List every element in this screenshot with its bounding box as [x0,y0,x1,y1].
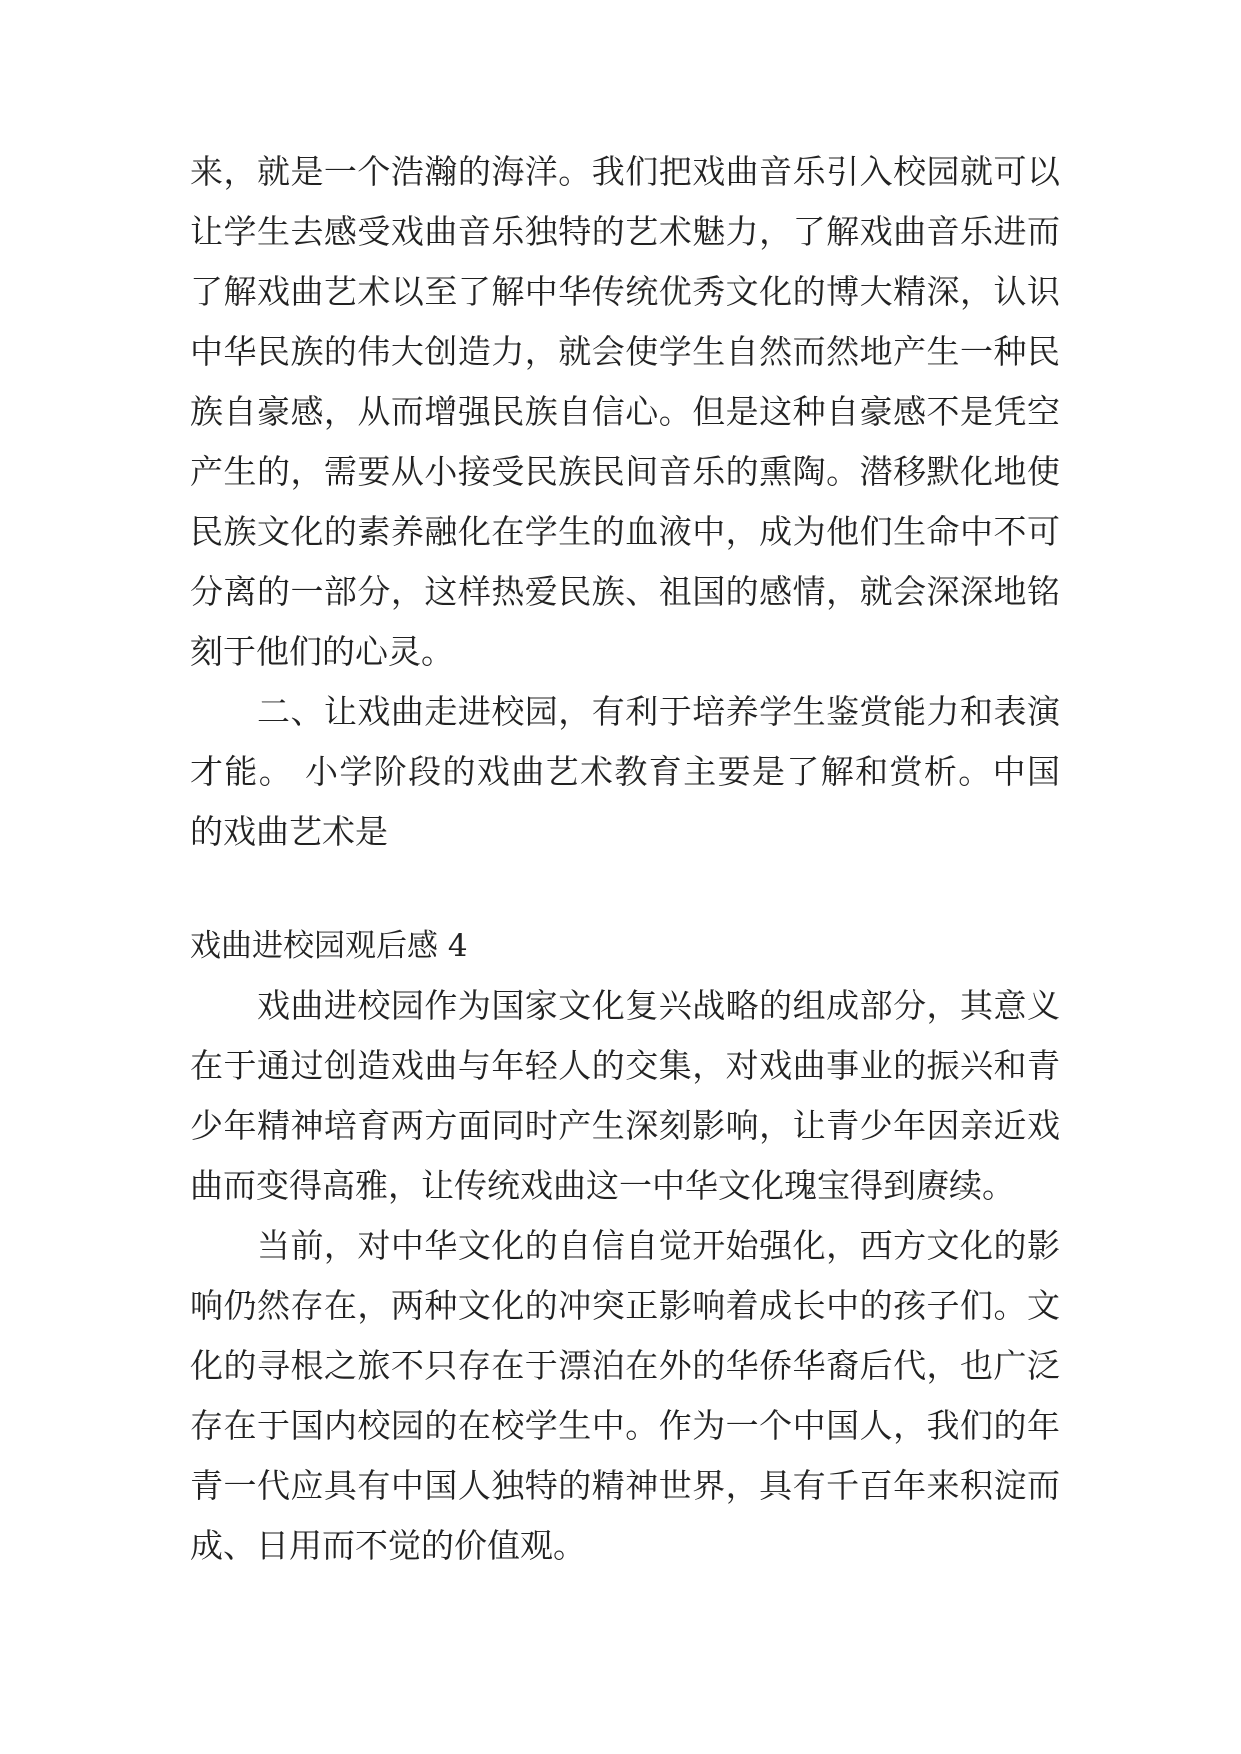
paragraph-line: 曲而变得高雅，让传统戏曲这一中华文化瑰宝得到赓续。 [190,1166,1015,1205]
paragraph-line: 刻于他们的心灵。 [190,632,454,671]
paragraph-line: 当前，对中华文化的自信自觉开始强化，西方文化的影 [190,1226,1060,1265]
paragraph-line: 少年精神培育两方面同时产生深刻影响，让青少年因亲近戏 [190,1106,1060,1145]
paragraph-line: 青一代应具有中国人独特的精神世界，具有千百年来积淀而 [190,1466,1060,1505]
paragraph-line: 分离的一部分，这样热爱民族、祖国的感情，就会深深地铭 [190,572,1060,611]
paragraph-line: 来，就是一个浩瀚的海洋。我们把戏曲音乐引入校园就可以 [190,152,1060,191]
section-heading: 戏曲进校园观后感 4 [190,928,468,964]
paragraph-line: 的戏曲艺术是 [190,812,388,851]
paragraph-line: 产生的，需要从小接受民族民间音乐的熏陶。潜移默化地使 [190,452,1060,491]
paragraph-line: 族自豪感，从而增强民族自信心。但是这种自豪感不是凭空 [190,392,1060,431]
paragraph-line: 中华民族的伟大创造力，就会使学生自然而然地产生一种民 [190,332,1060,371]
paragraph-line: 让学生去感受戏曲音乐独特的艺术魅力，了解戏曲音乐进而 [190,212,1060,251]
paragraph-line: 成、日用而不觉的价值观。 [190,1526,586,1565]
paragraph-line: 存在于国内校园的在校学生中。作为一个中国人，我们的年 [190,1406,1060,1445]
paragraph-line: 二、让戏曲走进校园，有利于培养学生鉴赏能力和表演 [190,692,1060,731]
paragraph-line: 才能。 小学阶段的戏曲艺术教育主要是了解和赏析。中国 [190,752,1060,791]
paragraph-line: 化的寻根之旅不只存在于漂泊在外的华侨华裔后代，也广泛 [190,1346,1060,1385]
paragraph-line: 响仍然存在，两种文化的冲突正影响着成长中的孩子们。文 [190,1286,1060,1325]
paragraph-line: 在于通过创造戏曲与年轻人的交集，对戏曲事业的振兴和青 [190,1046,1060,1085]
paragraph-line: 了解戏曲艺术以至了解中华传统优秀文化的博大精深，认识 [190,272,1060,311]
paragraph-line: 民族文化的素养融化在学生的血液中，成为他们生命中不可 [190,512,1060,551]
paragraph-line: 戏曲进校园作为国家文化复兴战略的组成部分，其意义 [190,986,1060,1025]
